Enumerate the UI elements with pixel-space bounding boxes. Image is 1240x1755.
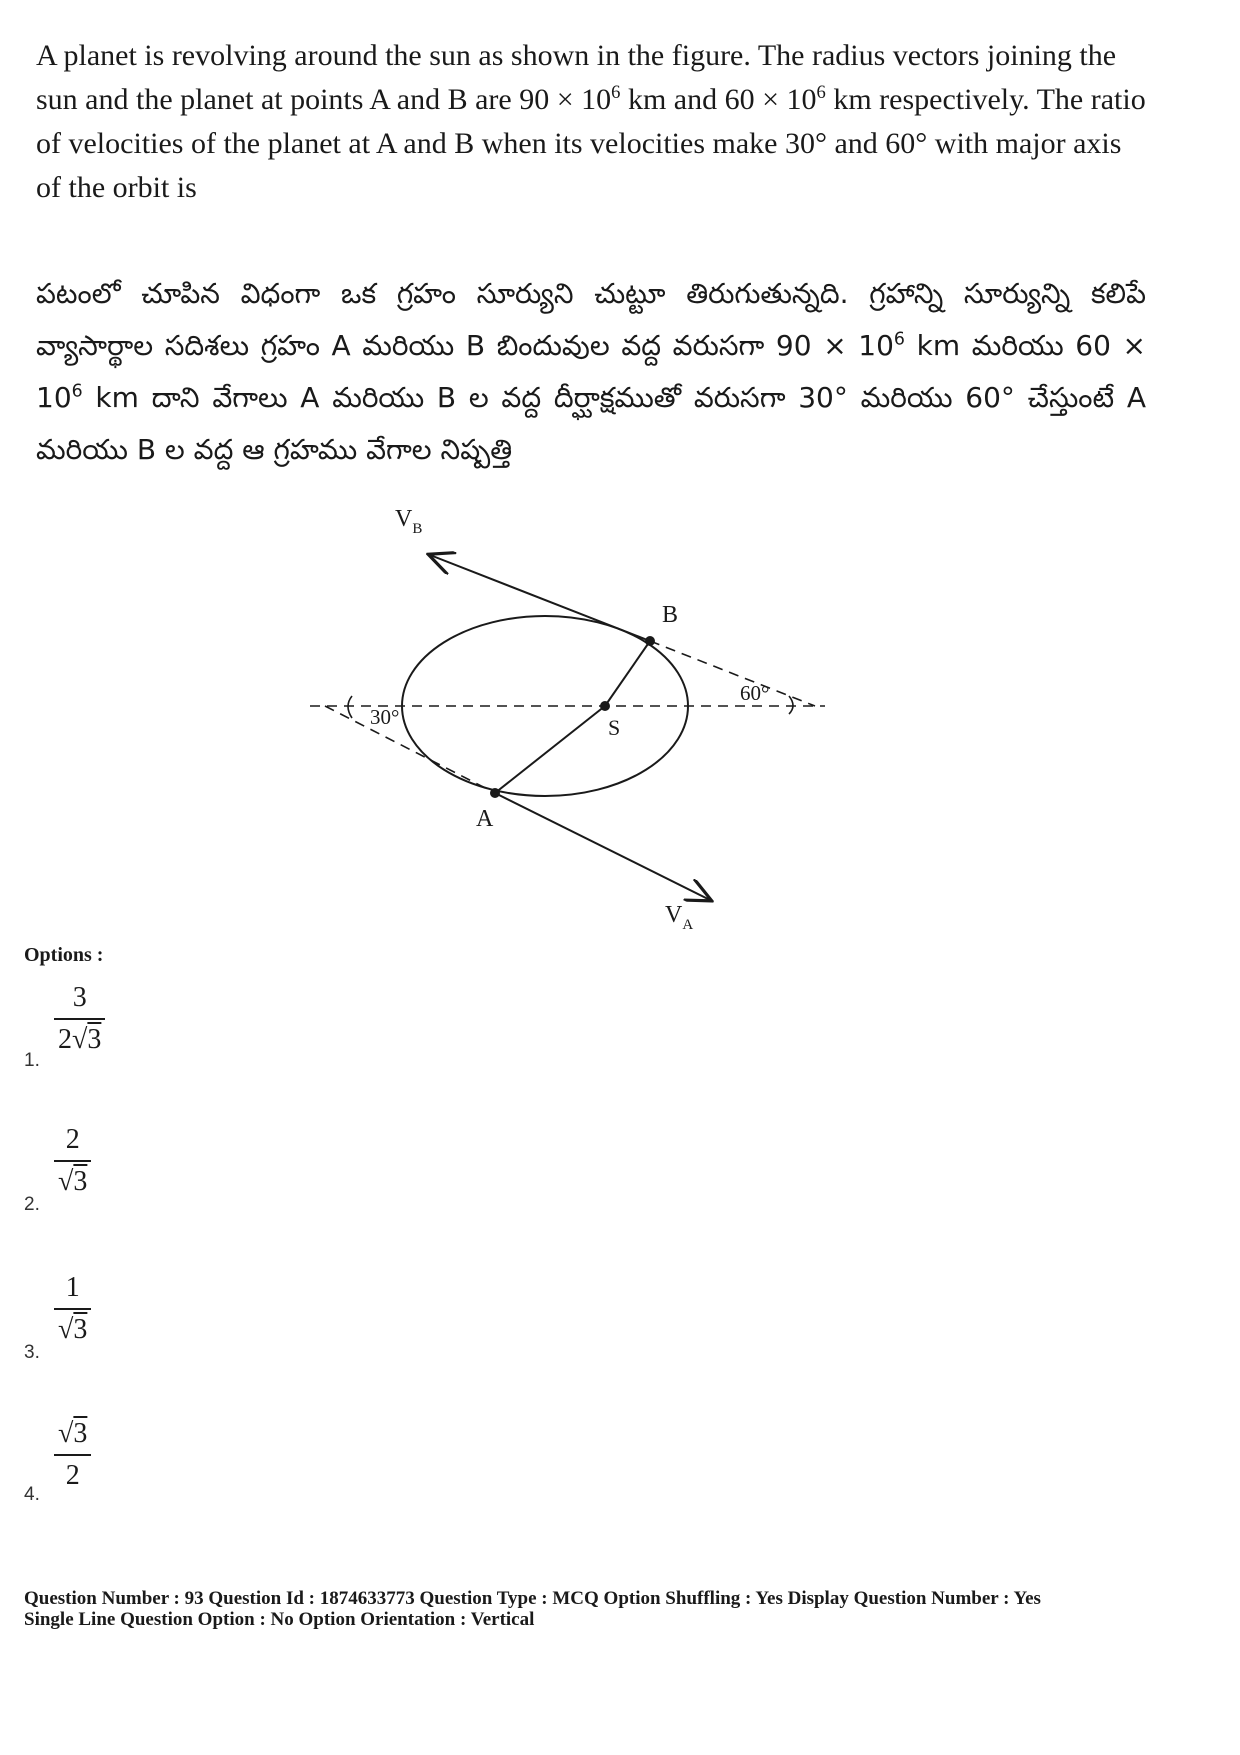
telugu-exponent-2: 6 (71, 381, 83, 402)
exponent-2: 6 (816, 82, 826, 103)
option-2-fraction (54, 1122, 91, 1200)
orbit-ellipse (402, 616, 688, 796)
fraction-bar (54, 1018, 105, 1020)
radius-vector-b (605, 641, 650, 706)
angle-label-b: 60° (740, 681, 770, 705)
question-text-telugu (36, 268, 1146, 476)
option-1-numerator: 3 (72, 982, 87, 1013)
angle-label-a: 30° (370, 705, 400, 729)
telugu-exponent-1: 6 (893, 329, 905, 350)
options-heading: Options : (24, 944, 104, 966)
option-3-denominator: √3 (58, 1314, 88, 1345)
point-b-dot (645, 636, 655, 646)
metadata-line-2: Single Line Question Option : No Option Orientation : Vertical (24, 1609, 535, 1630)
label-point-b: B (662, 602, 679, 628)
tangent-extension-b-dashed (650, 641, 815, 706)
exponent-1: 6 (611, 82, 621, 103)
question-telugu-part3: km దాని వేగాలు A మరియు B ల వద్ద దీర్ఘాక్షముతో వరుసగా 30° మరియు 60° చేస్తుంటే A మరియు B ల వద్ద ఆ గ్రహము వేగాల నిష్పత్తి (36, 381, 1146, 466)
option-3-number: 3. (24, 1342, 40, 1363)
metadata-line-1: Question Number : 93 Question Id : 1874633773 Question Type : MCQ Option Shuffling : Yes Display Question Number : Yes (24, 1588, 1041, 1609)
fraction-bar (54, 1454, 91, 1456)
label-sun: S (608, 715, 621, 740)
orbit-diagram (280, 500, 840, 950)
fraction-bar (54, 1160, 91, 1162)
question-english-part3: km respectively. The ratio of velocities of the planet at A and B when its velocities make 30° and 60° with major axis of the orbit is (36, 83, 1146, 204)
tangent-extension-a-dashed (325, 706, 495, 793)
point-a-dot (490, 788, 500, 798)
option-2-denominator: √3 (58, 1166, 88, 1197)
angle-arc-b (789, 696, 793, 714)
option-2-numerator: 2 (65, 1124, 80, 1155)
option-3-fraction (54, 1270, 91, 1348)
question-english-part1: A planet is revolving around the sun as shown in the figure. The radius vectors joining the sun and the planet at points A and B are 90 × 10 (36, 39, 1117, 116)
velocity-vector-a (495, 793, 710, 900)
option-4-numerator: √3 (58, 1418, 88, 1449)
label-velocity-a: $V_A$ (665, 902, 694, 933)
option-1-number: 1. (24, 1050, 40, 1071)
question-telugu-part2: km మరియు 60 × 10 (36, 329, 1146, 414)
angle-arc-a (348, 696, 352, 718)
radius-vector-a (495, 706, 605, 793)
option-1-fraction (54, 980, 105, 1058)
sun-point (600, 701, 610, 711)
question-metadata (24, 1588, 1041, 1630)
question-english-part2: km and 60 × 10 (620, 83, 817, 116)
option-4-denominator: 2 (65, 1460, 80, 1491)
label-velocity-b: $V_B$ (395, 506, 423, 537)
option-2-number: 2. (24, 1194, 40, 1215)
option-4-number: 4. (24, 1484, 40, 1505)
option-4-fraction (54, 1416, 91, 1494)
option-3-numerator: 1 (65, 1272, 80, 1303)
label-point-a: A (476, 806, 494, 832)
velocity-vector-b (430, 555, 650, 641)
question-telugu-part1: పటంలో చూపిన విధంగా ఒక గ్రహం సూర్యుని చుట్టూ తిరుగుతున్నది. గ్రహాన్ని సూర్యున్ని కలిపే వ్యాసార్థాల సదిశలు గ్రహం A మరియు B బిందువుల వద్ద వరుసగా 90 × 10 (36, 277, 1146, 362)
question-text-english (36, 34, 1146, 210)
fraction-bar (54, 1308, 91, 1310)
option-1-denominator: 2√3 (58, 1024, 102, 1055)
